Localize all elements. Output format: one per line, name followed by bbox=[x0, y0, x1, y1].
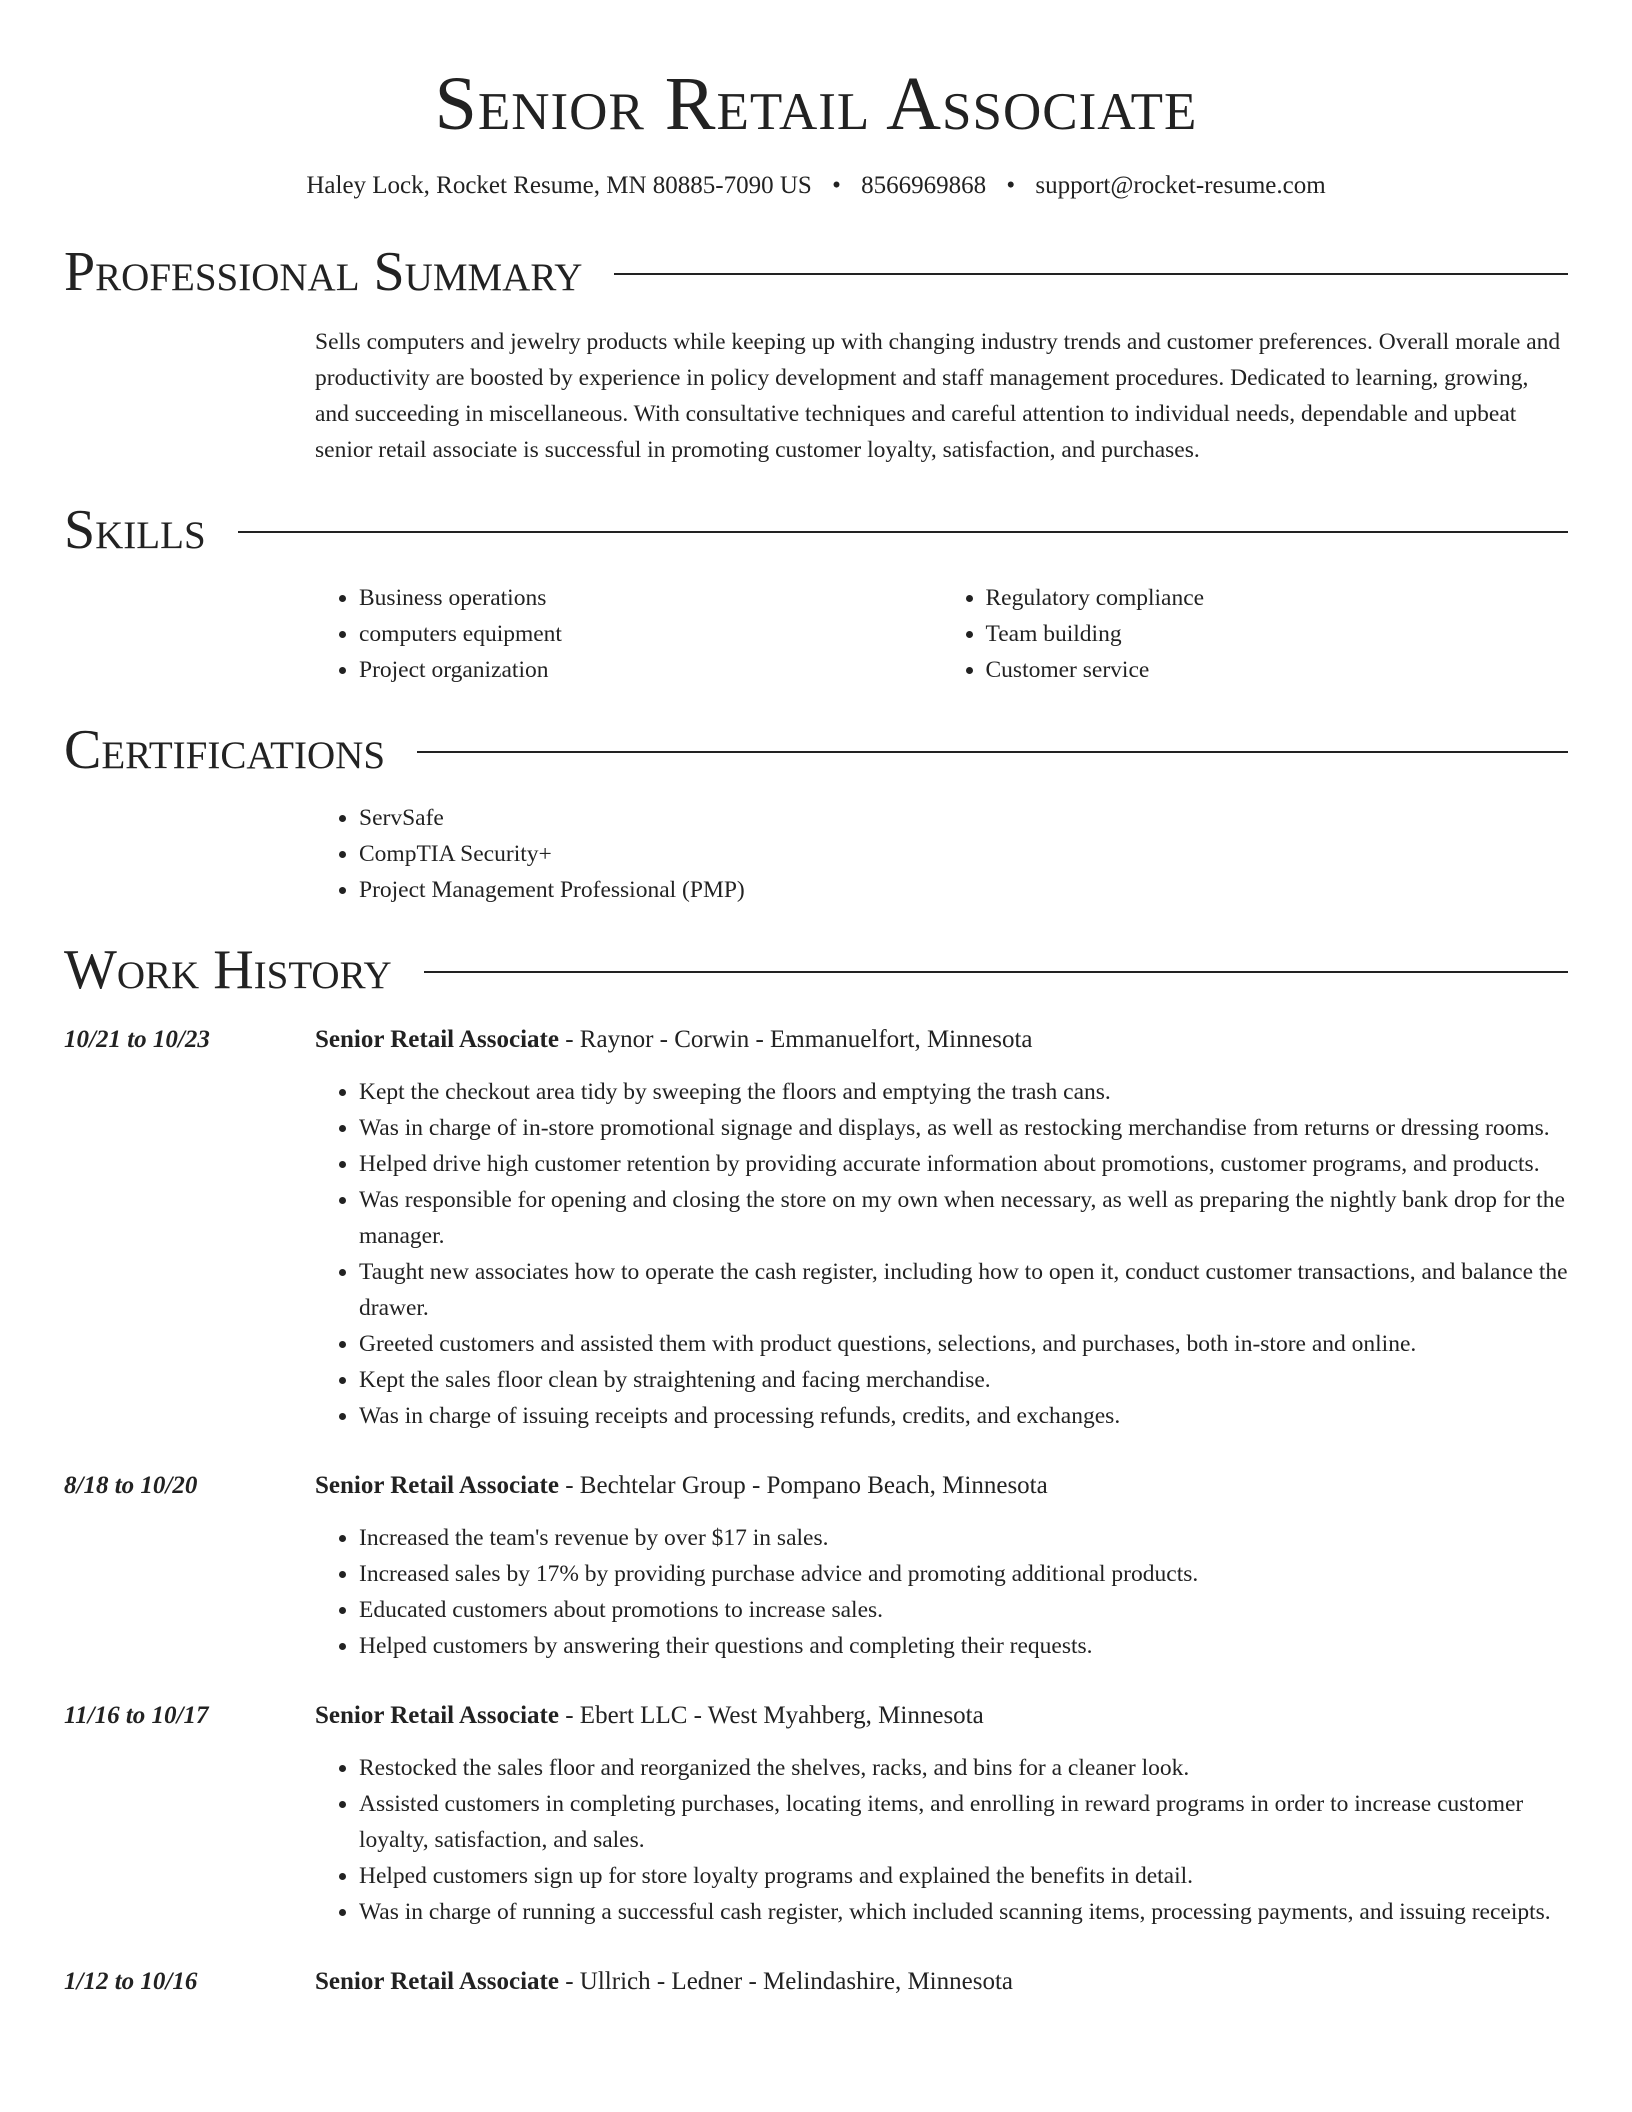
job-bullets bbox=[315, 1074, 1568, 1434]
work-history-section-header bbox=[64, 938, 1568, 1002]
contact-email: support@rocket-resume.com bbox=[1035, 172, 1326, 199]
certification-item: • CompTIA Security+ bbox=[359, 836, 1568, 872]
skills-section-header bbox=[64, 498, 1568, 562]
skill-item: • Project organization bbox=[359, 652, 942, 688]
job-heading bbox=[315, 1698, 1568, 1734]
job-body bbox=[315, 1698, 1568, 1930]
skills-list-left bbox=[315, 580, 942, 688]
section-divider bbox=[417, 751, 1568, 753]
job-dates: 8/18 to 10/20 bbox=[64, 1472, 198, 1499]
job-details: - Raynor - Corwin - Emmanuelfort, Minnesota bbox=[558, 1026, 1033, 1053]
job-entry bbox=[64, 1698, 1568, 1930]
job-bullets bbox=[315, 1750, 1568, 1930]
job-bullet: • Helped drive high customer retention by providing accurate information about promotions, customer programs, and products. bbox=[359, 1146, 1568, 1182]
job-bullet: • Restocked the sales floor and reorganized the shelves, racks, and bins for a cleaner look. bbox=[359, 1750, 1568, 1786]
job-heading bbox=[315, 1022, 1568, 1058]
certifications-list bbox=[315, 800, 1568, 908]
job-entry bbox=[64, 1964, 1568, 2000]
job-role: Senior Retail Associate bbox=[315, 1702, 559, 1729]
job-bullet: • Helped customers by answering their questions and completing their requests. bbox=[359, 1628, 1568, 1664]
job-bullet: • Was in charge of in-store promotional signage and displays, as well as restocking merchandise from returns or dressing rooms. bbox=[359, 1110, 1568, 1146]
job-body bbox=[315, 1964, 1568, 2000]
contact-separator: • bbox=[1006, 172, 1016, 199]
job-dates: 10/21 to 10/23 bbox=[64, 1026, 210, 1053]
skills-heading: Skills bbox=[64, 499, 206, 561]
job-bullet: • Was in charge of running a successful cash register, which included scanning items, processing payments, and issuing receipts. bbox=[359, 1894, 1568, 1930]
job-bullet: • Was in charge of issuing receipts and processing refunds, credits, and exchanges. bbox=[359, 1398, 1568, 1434]
contact-separator: • bbox=[832, 172, 841, 199]
certification-item: • ServSafe bbox=[359, 800, 1568, 836]
job-body bbox=[315, 1468, 1568, 1664]
job-bullet: • Increased the team's revenue by over $17 in sales. bbox=[359, 1520, 1568, 1556]
job-role: Senior Retail Associate bbox=[315, 1968, 559, 1995]
contact-line bbox=[64, 170, 1568, 202]
work-history-heading: Work History bbox=[64, 939, 392, 1001]
job-bullet: • Helped customers sign up for store loyalty programs and explained the benefits in detail. bbox=[359, 1858, 1568, 1894]
job-details: - Ullrich - Ledner - Melindashire, Minnesota bbox=[558, 1968, 1013, 1995]
job-role: Senior Retail Associate bbox=[315, 1472, 559, 1499]
job-bullet: • Kept the checkout area tidy by sweeping the floors and emptying the trash cans. bbox=[359, 1074, 1568, 1110]
section-divider bbox=[238, 531, 1568, 533]
skill-item: • Customer service bbox=[986, 652, 1569, 688]
job-heading bbox=[315, 1964, 1568, 2000]
job-entry bbox=[64, 1468, 1568, 1664]
certifications-heading: Certifications bbox=[64, 719, 386, 781]
job-bullet: • Greeted customers and assisted them with product questions, selections, and purchases, both in-store and online. bbox=[359, 1326, 1568, 1362]
job-bullet: • Increased sales by 17% by providing purchase advice and promoting additional products. bbox=[359, 1556, 1568, 1592]
summary-section-header bbox=[64, 240, 1568, 304]
job-details: - Bechtelar Group - Pompano Beach, Minnesota bbox=[558, 1472, 1048, 1499]
job-bullet: • Assisted customers in completing purchases, locating items, and enrolling in reward programs in order to increase customer loyalty, satisfaction, and sales. bbox=[359, 1786, 1568, 1858]
section-divider bbox=[614, 273, 1568, 275]
job-heading bbox=[315, 1468, 1568, 1504]
certifications-section-header bbox=[64, 718, 1568, 782]
job-bullet: • Was responsible for opening and closing the store on my own when necessary, as well as preparing the nightly bank drop for the manager. bbox=[359, 1182, 1568, 1254]
job-body bbox=[315, 1022, 1568, 1434]
job-details: - Ebert LLC - West Myahberg, Minnesota bbox=[558, 1702, 984, 1729]
skill-item: • Regulatory compliance bbox=[986, 580, 1569, 616]
resume-title: Senior Retail Associate bbox=[434, 62, 1198, 146]
job-bullet: • Educated customers about promotions to increase sales. bbox=[359, 1592, 1568, 1628]
job-entry bbox=[64, 1022, 1568, 1434]
skills-list-right bbox=[942, 580, 1569, 688]
skills-grid bbox=[315, 580, 1568, 688]
contact-address: Haley Lock, Rocket Resume, MN 80885-7090 US bbox=[306, 172, 812, 199]
skill-item: • Business operations bbox=[359, 580, 942, 616]
job-dates: 1/12 to 10/16 bbox=[64, 1968, 198, 1995]
job-dates: 11/16 to 10/17 bbox=[64, 1702, 209, 1729]
section-divider bbox=[424, 971, 1568, 973]
contact-phone: 8566969868 bbox=[861, 172, 987, 199]
job-role: Senior Retail Associate bbox=[315, 1026, 559, 1053]
job-bullet: • Taught new associates how to operate the cash register, including how to open it, conduct customer transactions, and balance the drawer. bbox=[359, 1254, 1568, 1326]
job-bullet: • Kept the sales floor clean by straightening and facing merchandise. bbox=[359, 1362, 1568, 1398]
certification-item: • Project Management Professional (PMP) bbox=[359, 872, 1568, 908]
skill-item: • Team building bbox=[986, 616, 1569, 652]
summary-text: Sells computers and jewelry products while keeping up with changing industry trends and customer preferences. Overall morale and productivity are boosted by experience in policy development and staff management procedures. Dedicated to learning, growing, and succeeding in miscellaneous. With consultative techniques and careful attention to individual needs, dependable and upbeat senior retail associate is successful in promoting customer loyalty, satisfaction, and purchases. bbox=[315, 329, 1561, 463]
skill-item: • computers equipment bbox=[359, 616, 942, 652]
summary-heading: Professional Summary bbox=[64, 241, 583, 303]
job-bullets bbox=[315, 1520, 1568, 1664]
